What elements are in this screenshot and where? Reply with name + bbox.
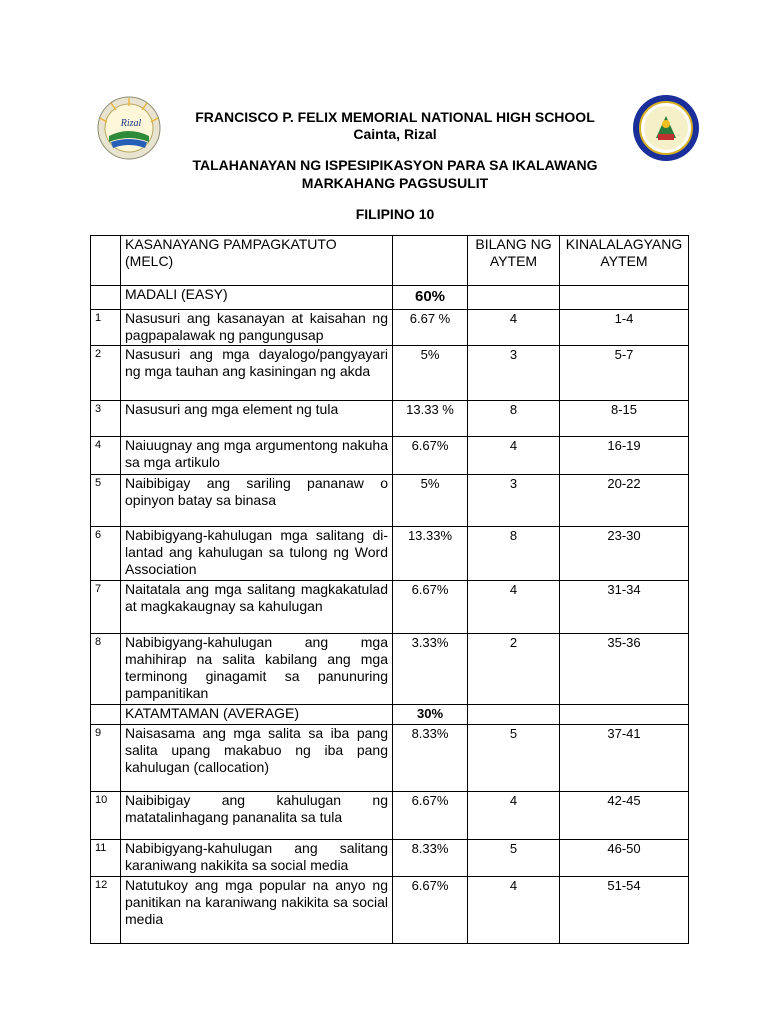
row-number: 2 — [91, 346, 121, 401]
row-percent: 8.33% — [393, 840, 468, 877]
section-label: MADALI (EASY) — [121, 286, 393, 310]
row-item-count: 3 — [468, 346, 560, 401]
row-item-position: 8-15 — [560, 401, 689, 437]
document-title — [150, 156, 640, 192]
table-row — [91, 475, 689, 527]
table-row — [91, 840, 689, 877]
row-item-count: 2 — [468, 634, 560, 705]
row-percent: 13.33 % — [393, 401, 468, 437]
row-competency: Naibibigay ang sariling pananaw o opinyon batay sa binasa — [121, 475, 393, 527]
row-number: 11 — [91, 840, 121, 877]
row-competency: Naisasama ang mga salita sa iba pang salita upang makabuo ng iba pang kahulugan (callocation) — [121, 725, 393, 792]
school-header — [170, 109, 620, 143]
row-item-count: 5 — [468, 840, 560, 877]
deped-rizal-seal-icon — [97, 96, 161, 160]
row-item-position: 37-41 — [560, 725, 689, 792]
row-competency: Naitatala ang mga salitang magkakatulad at magkakaugnay sa kahulugan — [121, 581, 393, 634]
row-percent: 6.67 % — [393, 310, 468, 346]
row-item-count: 5 — [468, 725, 560, 792]
row-item-position: 51-54 — [560, 877, 689, 944]
table-row — [91, 310, 689, 346]
row-percent: 8.33% — [393, 725, 468, 792]
row-item-position: 46-50 — [560, 840, 689, 877]
row-item-count: 4 — [468, 581, 560, 634]
row-item-position: 16-19 — [560, 437, 689, 475]
row-competency: Naibibigay ang kahulugan ng matatalinhagang pananalita sa tula — [121, 792, 393, 840]
section-percent: 60% — [393, 286, 468, 310]
table-row — [91, 792, 689, 840]
row-item-count: 4 — [468, 877, 560, 944]
section-label: KATAMTAMAN (AVERAGE) — [121, 705, 393, 725]
row-number: 10 — [91, 792, 121, 840]
row-competency: Nasusuri ang mga dayalogo/pangyayari ng mga tauhan ang kasiningan ng akda — [121, 346, 393, 401]
table-row — [91, 527, 689, 581]
section-row — [91, 705, 689, 725]
row-competency: Nabibigyang-kahulugan ang salitang karaniwang nakikita sa social media — [121, 840, 393, 877]
logo-text: Rizal — [120, 118, 142, 129]
row-percent: 6.67% — [393, 877, 468, 944]
row-number: 4 — [91, 437, 121, 475]
row-item-count: 4 — [468, 437, 560, 475]
row-number: 9 — [91, 725, 121, 792]
table-row — [91, 437, 689, 475]
school-location: Cainta, Rizal — [353, 126, 437, 142]
table-row — [91, 725, 689, 792]
row-item-count: 8 — [468, 527, 560, 581]
row-percent: 13.33% — [393, 527, 468, 581]
row-item-position: 23-30 — [560, 527, 689, 581]
row-competency: Natutukoy ang mga popular na anyo ng panitikan na karaniwang nakikita sa social media — [121, 877, 393, 944]
table-row — [91, 877, 689, 944]
subject-title: FILIPINO 10 — [355, 206, 435, 222]
header-percent-cell — [393, 236, 468, 286]
row-number: 7 — [91, 581, 121, 634]
row-item-position: 42-45 — [560, 792, 689, 840]
row-item-count: 4 — [468, 310, 560, 346]
row-number: 8 — [91, 634, 121, 705]
row-number: 6 — [91, 527, 121, 581]
row-percent: 5% — [393, 475, 468, 527]
row-number: 1 — [91, 310, 121, 346]
table-row — [91, 634, 689, 705]
row-number: 12 — [91, 877, 121, 944]
row-item-position: 31-34 — [560, 581, 689, 634]
table-row — [91, 346, 689, 401]
row-competency: Nasusuri ang kasanayan at kaisahan ng pagpapalawak ng pangungusap — [121, 310, 393, 346]
table-header-row — [91, 236, 689, 286]
row-percent: 6.67% — [393, 581, 468, 634]
table-row — [91, 581, 689, 634]
row-number: 3 — [91, 401, 121, 437]
row-competency: Naiuugnay ang mga argumentong nakuha sa mga artikulo — [121, 437, 393, 475]
row-item-position: 5-7 — [560, 346, 689, 401]
school-seal-icon — [632, 94, 700, 162]
row-competency: Nabibigyang-kahulugan ang mga mahihirap na salita kabilang ang mga terminong ginagamit sa panunuring pampanitikan — [121, 634, 393, 705]
row-percent: 6.67% — [393, 792, 468, 840]
row-item-position: 35-36 — [560, 634, 689, 705]
row-item-position: 20-22 — [560, 475, 689, 527]
row-item-count: 3 — [468, 475, 560, 527]
row-item-position: 1-4 — [560, 310, 689, 346]
school-name: FRANCISCO P. FELIX MEMORIAL NATIONAL HIGH SCHOOL — [195, 109, 595, 125]
row-item-count: 4 — [468, 792, 560, 840]
header-num-cell — [91, 236, 121, 286]
title-line-2: MARKAHANG PAGSUSULIT — [301, 175, 489, 191]
table-row — [91, 401, 689, 437]
section-percent: 30% — [393, 705, 468, 725]
row-percent: 5% — [393, 346, 468, 401]
header-item-position: KINALALAGYANG AYTEM — [560, 236, 689, 286]
specification-table — [90, 235, 689, 944]
row-competency: Nasusuri ang mga element ng tula — [121, 401, 393, 437]
row-competency: Nabibigyang-kahulugan mga salitang di-lantad ang kahulugan sa tulong ng Word Association — [121, 527, 393, 581]
section-row — [91, 286, 689, 310]
header-item-count: BILANG NG AYTEM — [468, 236, 560, 286]
row-percent: 3.33% — [393, 634, 468, 705]
row-number: 5 — [91, 475, 121, 527]
header-competency: KASANAYANG PAMPAGKATUTO (MELC) — [121, 236, 393, 286]
row-percent: 6.67% — [393, 437, 468, 475]
row-item-count: 8 — [468, 401, 560, 437]
title-line-1: TALAHANAYAN NG ISPESIPIKASYON PARA SA IKALAWANG — [192, 157, 598, 173]
